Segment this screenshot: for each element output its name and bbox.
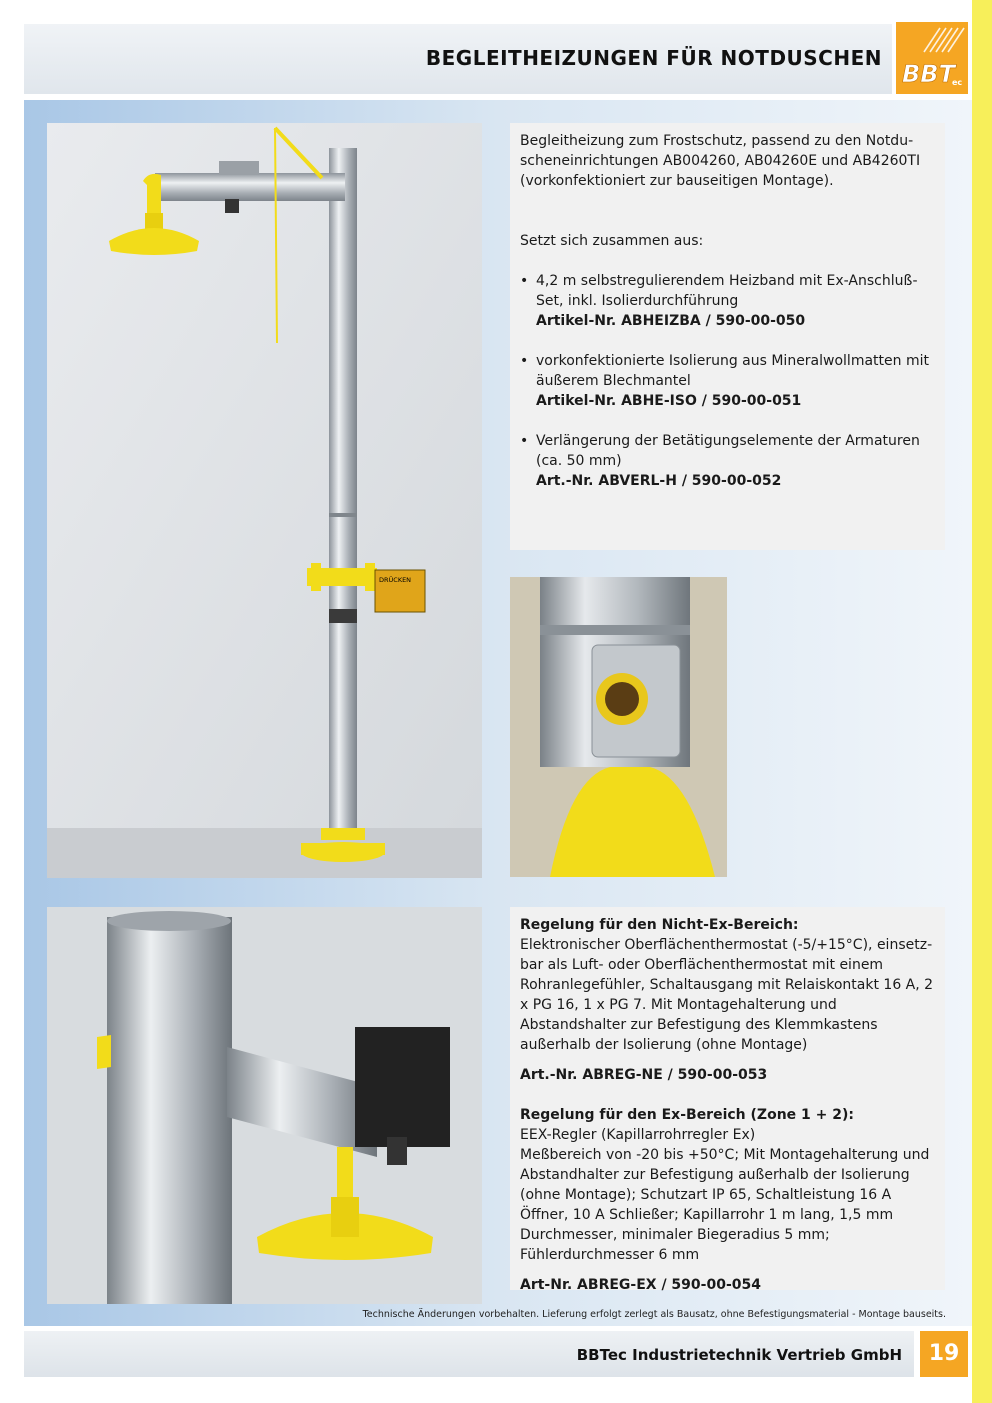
non-ex-text: Elektronischer Oberflächenthermostat (-5/+15°C), einsetz-bar als Luft- oder Oberflächenthermostat mit einem Rohranlegefühler, Schaltausgang mit Relaiskontakt 16 A, 2 x PG 16, 1 x PG 7. Mit Montagehalterung und Abstandshalter zur Befestigung des Klemmkastens außerhalb der Isolierung (ohne Montage) [520, 937, 934, 1053]
list-item [520, 431, 940, 491]
ex-text: Meßbereich von -20 bis +50°C; Mit Montagehalterung und Abstandhalter zur Befestigung außerhalb der Isolierung (ohne Montage); Schutzart IP 65, Schaltleistung 16 A Öffner, 10 A Schließer; Kapillarrohr 1 m lang, 1,5 mm Durchmesser, minimaler Biegeradius 5 mm; Fühlerdurchmesser 6 mm [520, 1147, 930, 1263]
list-item [520, 351, 940, 411]
company-name: BBTec Industrietechnik Vertrieb GmbH [576, 1346, 902, 1364]
bbt-logo [896, 22, 968, 94]
intro-lead: Setzt sich zusammen aus: [520, 233, 704, 249]
item-text: • Verlängerung der Betätigungselemente der Armaturen (ca. 50 mm) [536, 433, 920, 469]
intro-panel [510, 123, 945, 550]
item-text: • vorkonfektionierte Isolierung aus Mineralwollmatten mit äußerem Blechmantel [536, 353, 929, 389]
thermostat-photo [47, 907, 482, 1304]
item-article: Art.-Nr. ABVERL-H / 590-00-052 [536, 473, 782, 489]
emergency-shower-photo [47, 123, 482, 878]
item-text: • 4,2 m selbstregulierendem Heizband mit Ex-Anschluß-Set, inkl. Isolierdurchführung [536, 273, 918, 309]
ex-title: Regelung für den Ex-Bereich (Zone 1 + 2): [520, 1107, 854, 1123]
logo-text: BBT [902, 60, 955, 88]
non-ex-article: Art.-Nr. ABREG-NE / 590-00-053 [520, 1067, 768, 1083]
non-ex-title: Regelung für den Nicht-Ex-Bereich: [520, 917, 799, 933]
intro-paragraph: Begleitheizung zum Frostschutz, passend zu den Notdu-scheneinrichtungen AB004260, AB04260E und AB4260TI (vorkonfektioniert zur bauseitigen Montage). [520, 133, 921, 189]
item-article: Artikel-Nr. ABHE-ISO / 590-00-051 [536, 393, 802, 409]
page-title: BEGLEITHEIZUNGEN FÜR NOTDUSCHEN [425, 46, 882, 70]
photo-label: DRÜCKEN [379, 576, 412, 584]
list-item [520, 271, 940, 331]
ex-article: Art-Nr. ABREG-EX / 590-00-054 [520, 1277, 761, 1293]
page-number: 19 [920, 1331, 968, 1377]
controls-panel [510, 907, 945, 1293]
pipe-detail-photo [510, 577, 727, 877]
header-bar [24, 24, 892, 94]
item-article: Artikel-Nr. ABHEIZBA / 590-00-050 [536, 313, 806, 329]
component-list [520, 271, 940, 491]
yellow-edge-strip [972, 0, 992, 1403]
footer-bar [24, 1331, 914, 1377]
ex-line1: EEX-Regler (Kapillarrohrregler Ex) [520, 1127, 756, 1143]
footnote: Technische Änderungen vorbehalten. Lieferung erfolgt zerlegt als Bausatz, ohne Befestigungsmaterial - Montage bauseits. [362, 1309, 946, 1320]
logo-suffix: ec [952, 78, 963, 87]
